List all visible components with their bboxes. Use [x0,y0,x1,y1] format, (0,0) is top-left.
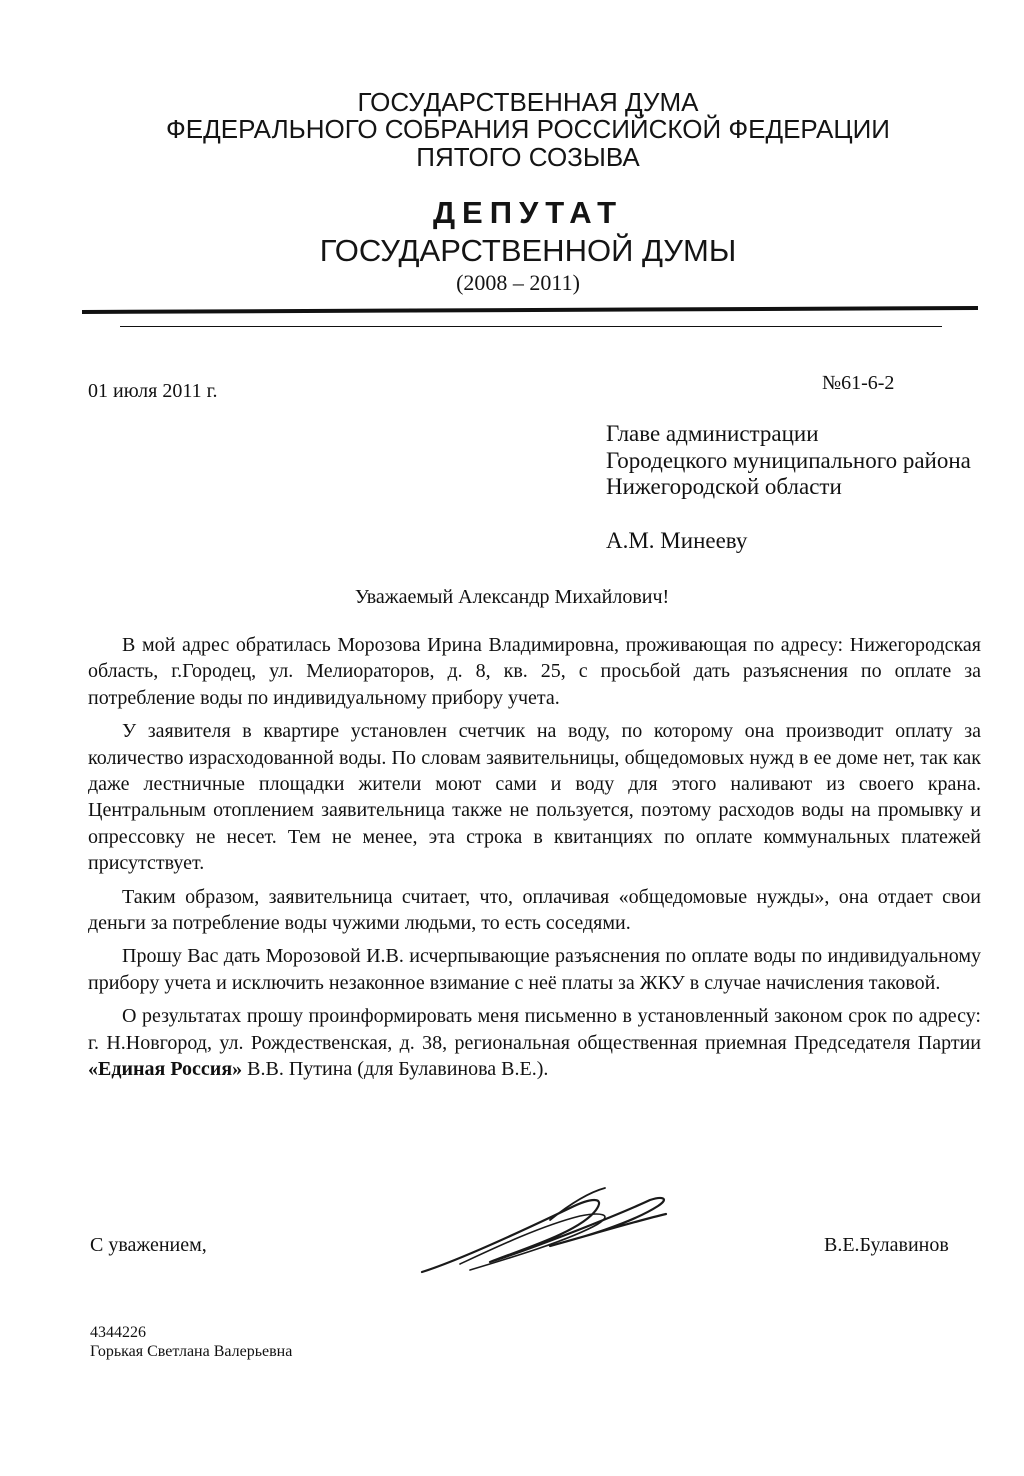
executor-phone: 4344226 [90,1324,146,1341]
letter-body [88,632,981,1090]
salutation: Уважаемый Александр Михайлович! [354,586,670,608]
header-organization: ГОСУДАРСТВЕННАЯ ДУМА [357,87,699,117]
party-name: «Единая Россия» [88,1058,243,1081]
body-paragraph-4: Прошу Вас дать Морозовой И.В. исчерпывающие разъяснения по оплате воды по индивидуальному прибору учета и исключить незаконное взимание с неё платы за ЖКУ в случае начисления таковой. [88,945,981,994]
closing-regards: С уважением, [90,1234,207,1256]
letter-number: №61-6-2 [822,372,895,394]
signer-name: В.Е.Булавинов [824,1234,949,1256]
header-duma-title: ГОСУДАРСТВЕННОЙ ДУМЫ [319,233,737,268]
body-paragraph-5 [88,1003,981,1082]
body-paragraph-5-end: В.В. Путина (для Булавинова В.Е.). [242,1058,549,1081]
addressee-position: Главе администрации [606,421,819,446]
addressee-region: Нижегородской области [606,474,842,499]
addressee-district: Городецкого муниципального района [606,448,971,473]
letter-date: 01 июля 2011 г. [88,380,218,402]
body-paragraph-2: У заявителя в квартире установлен счетчик на воду, по которому она производит оплату за количество израсходованной воды. По словам заявительницы, общедомовых нужд в ее доме нет, так как даже лестничные площадки жители моют сами и воду для этого наливают из своего крана. Центральным отоплением заявительница также не пользуется, поэтому расходов воды на промывку и опрессовку не несет. Тем не менее, эта строка в квитанциях по оплате коммунальных платежей присутствует. [88,720,981,875]
header-divider-thin [120,326,942,327]
body-paragraph-5-start: О результатах прошу проинформировать меня письменно в установленный законом срок по адресу: г. Н.Новгород, ул. Рождественская, д. 38, региональная общественная приемная Председателя Партии [88,1005,981,1054]
body-paragraph-3: Таким образом, заявительница считает, что, оплачивая «общедомовые нужды», она отдает свои деньги за потребление воды чужими людьми, то есть соседями. [88,885,981,935]
executor-name: Горькая Светлана Валерьевна [90,1343,293,1360]
handwritten-signature [400,1180,680,1290]
header-assembly: ФЕДЕРАЛЬНОГО СОБРАНИЯ РОССИЙСКОЙ ФЕДЕРАЦИИ [166,114,890,144]
header-divider-thick [82,306,978,314]
body-paragraph-1: В мой адрес обратилась Морозова Ирина Владимировна, проживающая по адресу: Нижегородская область, г.Городец, ул. Мелиораторов, д. 8, кв. 25, с просьбой дать разъяснения по оплате за потребление воды по индивидуальному прибору учета. [88,634,981,709]
header-term-years: (2008 – 2011) [456,270,580,295]
header-convocation: ПЯТОГО СОЗЫВА [416,142,640,172]
header-deputy-title: ДЕПУТАТ [432,195,624,230]
addressee-name: А.М. Минееву [606,528,748,553]
